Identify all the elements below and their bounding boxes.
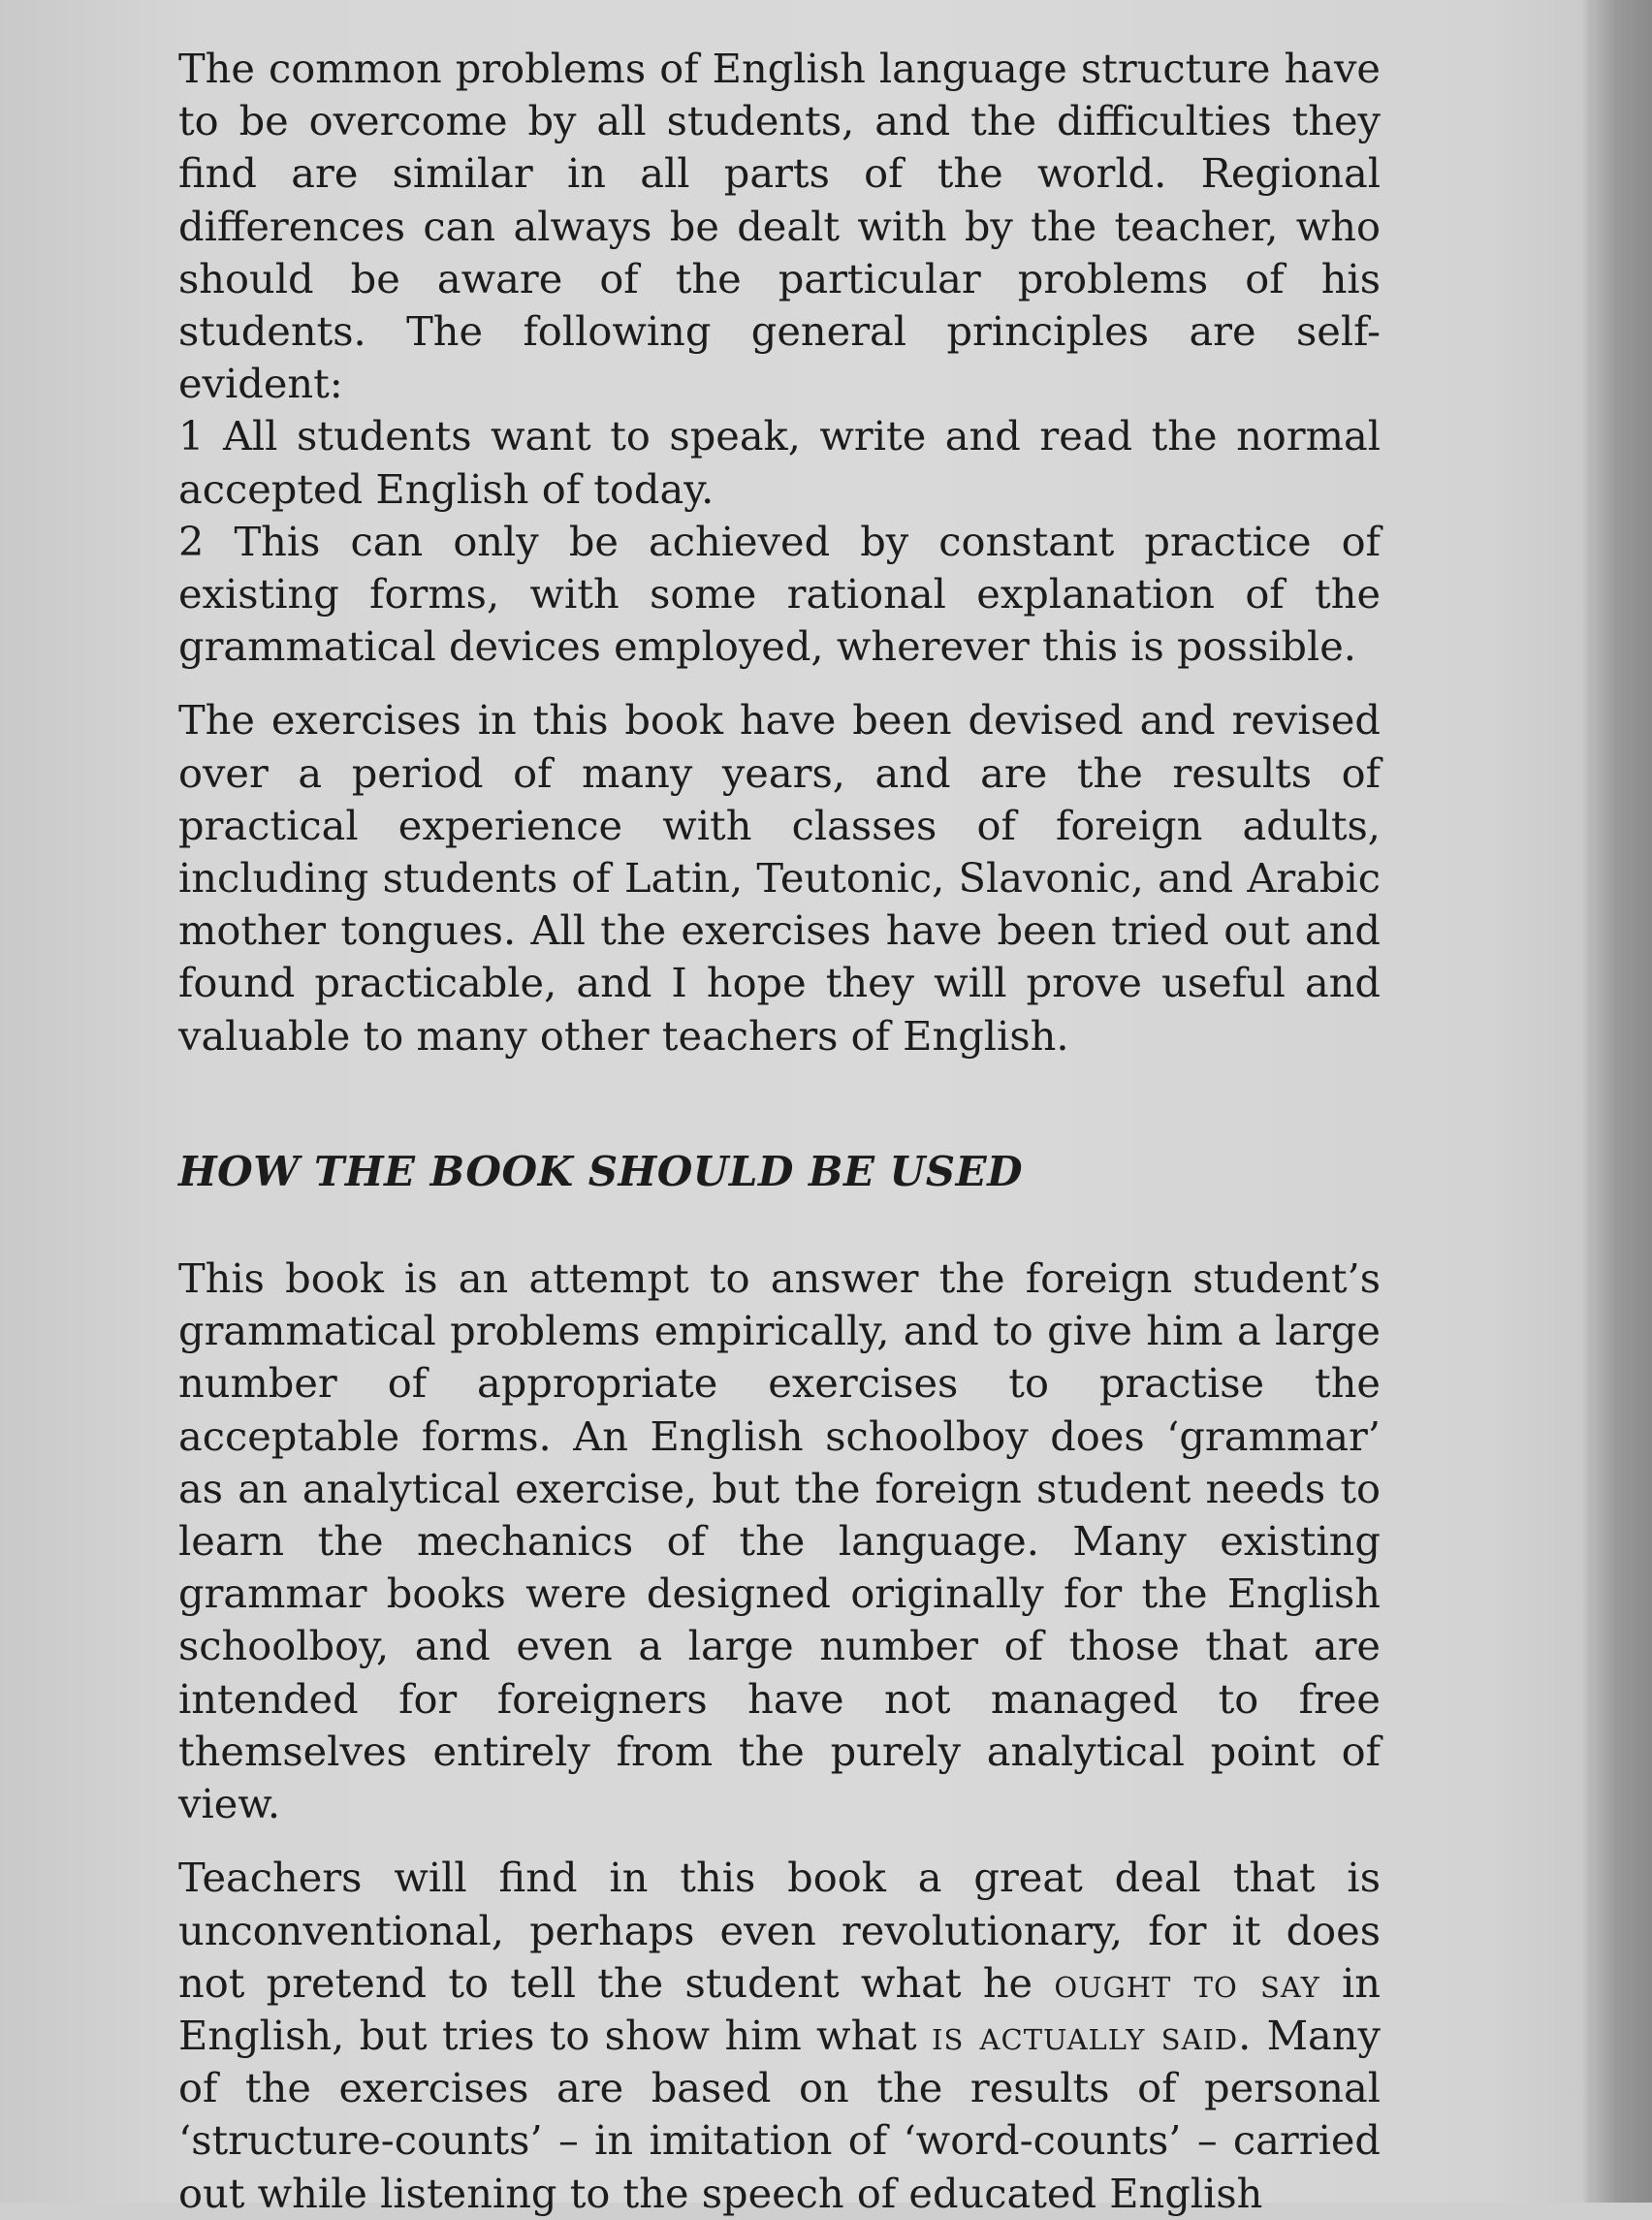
- principle-number: 1: [178, 412, 205, 460]
- principle-item: [178, 410, 1381, 515]
- principle-text: All students want to speak, write and read the normal accepted English of today.: [178, 412, 1381, 513]
- emphasis-ought-to-say: ought to say: [1054, 1958, 1320, 2007]
- page-gutter-shadow: [1582, 0, 1592, 2203]
- section-heading: HOW THE BOOK SHOULD BE USED: [178, 1147, 1024, 1195]
- paragraph-teachers-part-1: Teachers will find in this book a great deal that is unconventional, perhaps even revolutionary, for it does not pretend to tell the student what he: [178, 1854, 1381, 2007]
- page-text: [178, 43, 1381, 2220]
- paragraph-teachers-part-2: in English, but tries to show him what: [178, 1958, 1381, 2059]
- emphasis-is-actually-said: is actually said.: [931, 2011, 1253, 2059]
- paragraph-exercises: The exercises in this book have been devised and revised over a period of many years, and are the results of practical experience with classes of foreign adults, including students of Latin, Teutonic, Slavonic, and Arabic mother tongues. All the exercises have been tried out and found practicable, and I hope they will prove useful and valuable to many other teachers of English.: [178, 696, 1381, 1060]
- principle-number: 2: [178, 517, 205, 565]
- paragraph-teachers-part-3: Many of the exercises are based on the results of personal ‘structure-counts’ – in imitation of ‘word-counts’ – carried out while listening to the speech of educated English: [178, 2011, 1381, 2217]
- paragraph-teachers: [178, 1852, 1381, 2219]
- book-spine-gutter: [1592, 0, 1652, 2203]
- paragraph-intro: The common problems of English language structure have to be overcome by all students, and the difficulties they find are similar in all parts of the world. Regional differences can always be dealt with by the teacher, who should be aware of the particular problems of his students. The following general principles are self-evident:: [178, 45, 1381, 408]
- principle-item: [178, 516, 1381, 674]
- principle-text: This can only be achieved by constant practice of existing forms, with some rational explanation of the grammatical devices employed, wherever this is possible.: [178, 517, 1381, 671]
- paragraph-attempt: This book is an attempt to answer the foreign student’s grammatical problems empirically, and to give him a large number of appropriate exercises to practise the acceptable forms. An English schoolboy does ‘grammar’ as an analytical exercise, but the foreign student needs to learn the mechanics of the language. Many existing grammar books were designed originally for the English schoolboy, and even a large number of those that are intended for foreigners have not managed to free themselves entirely from the purely analytical point of view.: [178, 1254, 1381, 1828]
